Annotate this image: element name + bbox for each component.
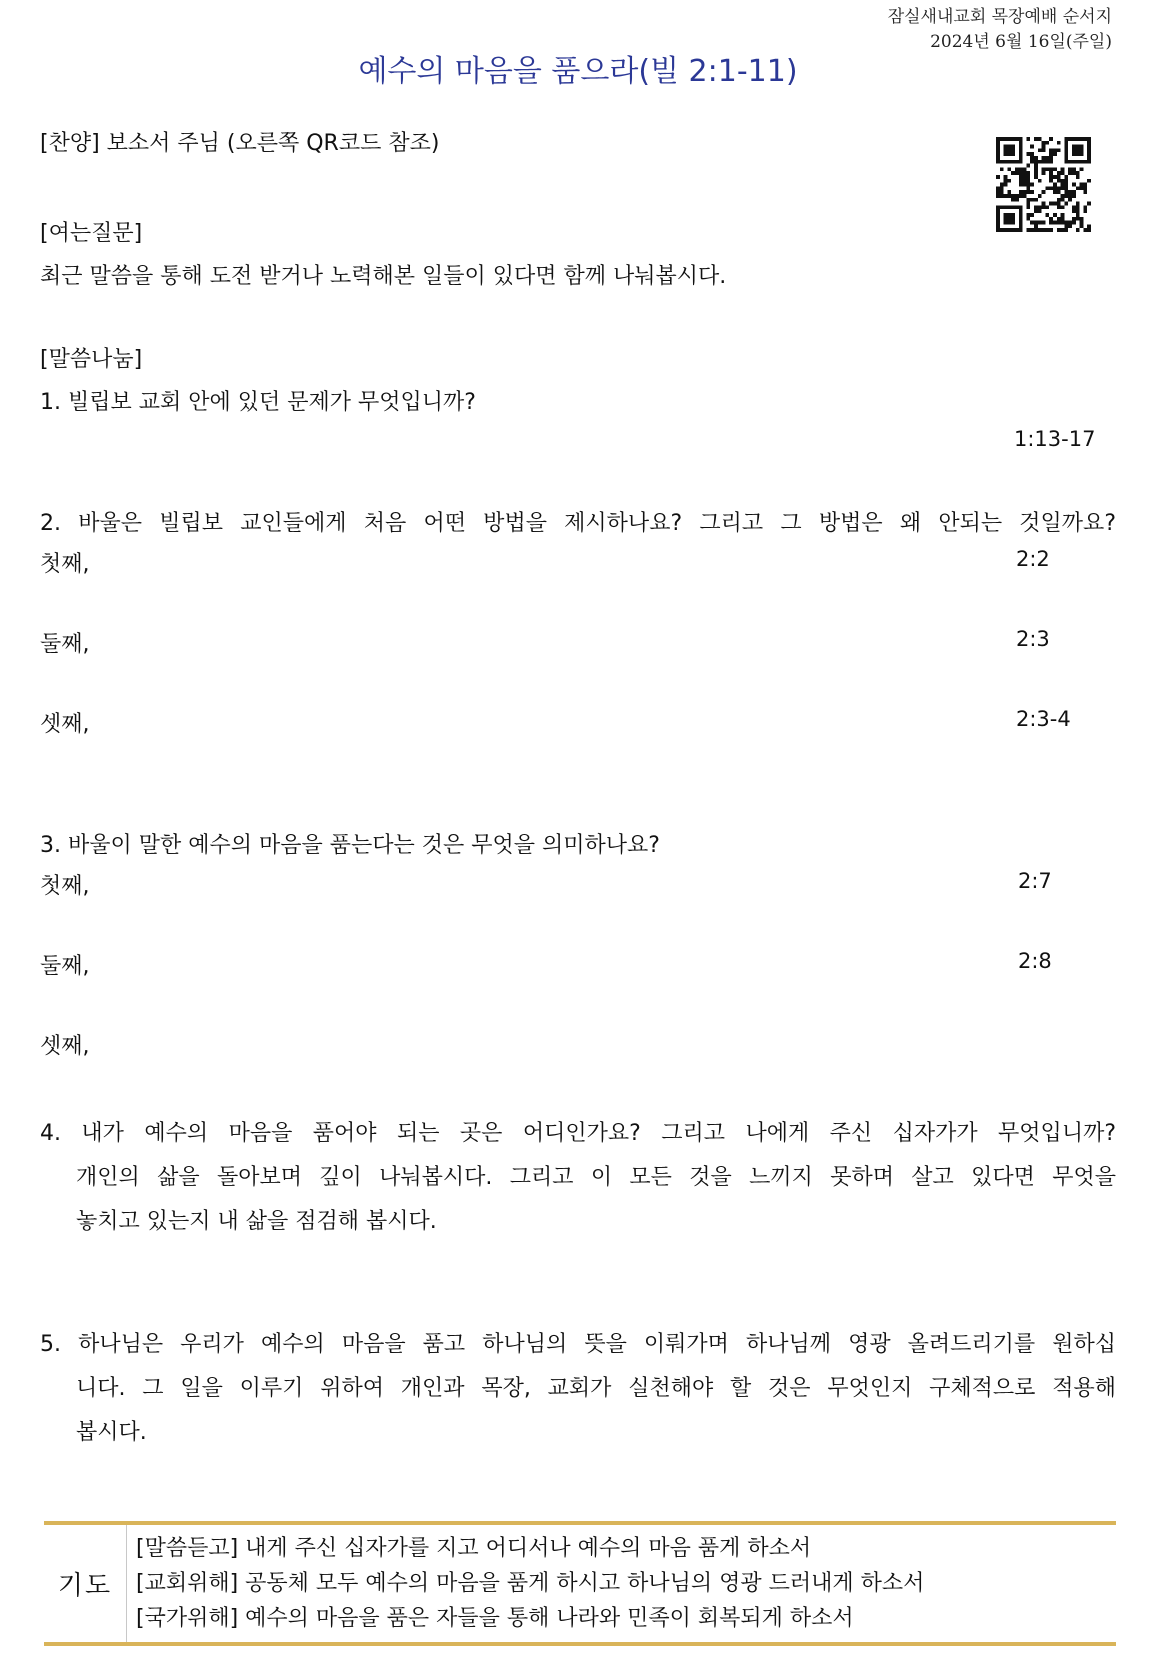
question-4-line-1: 4. 내가 예수의 마음을 품어야 되는 곳은 어디인가요? 그리고 나에게 주신 십자가가 무엇입니까? bbox=[40, 1121, 1116, 1146]
prayer-line-2: [교회위해] 공동체 모두 예수의 마음을 품게 하시고 하나님의 영광 드러내게 하소서 bbox=[136, 1571, 925, 1596]
praise-line: [찬양] 보소서 주님 (오른쪽 QR코드 참조) bbox=[40, 131, 440, 156]
q3-item-2-ref: 2:8 bbox=[1018, 949, 1052, 973]
opening-question: 최근 말씀을 통해 도전 받거나 노력해본 일들이 있다면 함께 나눠봅시다. bbox=[40, 264, 727, 289]
prayer-line-3: [국가위해] 예수의 마음을 품은 자들을 통해 나라와 민족이 회복되게 하소서 bbox=[136, 1606, 854, 1631]
question-1-ref: 1:13-17 bbox=[1014, 427, 1096, 451]
question-5-line-3: 봅시다. bbox=[76, 1420, 147, 1445]
q2-item-3-ref: 2:3-4 bbox=[1016, 707, 1071, 731]
prayer-label: 기도 bbox=[44, 1525, 127, 1642]
q2-item-3-label: 셋째, bbox=[40, 712, 90, 737]
q2-item-1-label: 첫째, bbox=[40, 552, 90, 577]
qr-code-icon bbox=[996, 137, 1091, 232]
q2-item-1-ref: 2:2 bbox=[1016, 547, 1050, 571]
prayer-line-1: [말씀듣고] 내게 주신 십자가를 지고 어디서나 예수의 마음 품게 하소서 bbox=[136, 1536, 812, 1561]
service-date: 2024년 6월 16일(주일) bbox=[930, 32, 1112, 52]
q3-item-2-label: 둘째, bbox=[40, 954, 90, 979]
q3-item-3-label: 셋째, bbox=[40, 1034, 90, 1059]
q3-item-1-label: 첫째, bbox=[40, 874, 90, 899]
q2-item-2-ref: 2:3 bbox=[1016, 627, 1050, 651]
question-3: 3. 바울이 말한 예수의 마음을 품는다는 것은 무엇을 의미하나요? bbox=[40, 833, 660, 858]
church-service-line: 잠실새내교회 목장예배 순서지 bbox=[887, 7, 1112, 27]
q3-item-1-ref: 2:7 bbox=[1018, 869, 1052, 893]
question-5-line-1: 5. 하나님은 우리가 예수의 마음을 품고 하나님의 뜻을 이뤄가며 하나님께 영광 올려드리기를 원하십 bbox=[40, 1332, 1116, 1357]
page-title: 예수의 마음을 품으라(빌 2:1-11) bbox=[358, 54, 798, 89]
question-5-line-2: 니다. 그 일을 이루기 위하여 개인과 목장, 교회가 실천해야 할 것은 무엇인지 구체적으로 적용해 bbox=[76, 1376, 1116, 1401]
q2-item-2-label: 둘째, bbox=[40, 632, 90, 657]
question-4-line-2: 개인의 삶을 돌아보며 깊이 나눠봅시다. 그리고 이 모든 것을 느끼지 못하며 살고 있다면 무엇을 bbox=[76, 1165, 1116, 1190]
sharing-heading: [말씀나눔] bbox=[40, 347, 143, 372]
question-1: 1. 빌립보 교회 안에 있던 문제가 무엇입니까? bbox=[40, 390, 476, 415]
question-4-line-3: 놓치고 있는지 내 삶을 점검해 봅시다. bbox=[76, 1209, 437, 1234]
opening-heading: [여는질문] bbox=[40, 221, 143, 246]
prayer-box bbox=[44, 1521, 1116, 1646]
question-2: 2. 바울은 빌립보 교인들에게 처음 어떤 방법을 제시하나요? 그리고 그 방법은 왜 안되는 것일까요? bbox=[40, 511, 1116, 536]
